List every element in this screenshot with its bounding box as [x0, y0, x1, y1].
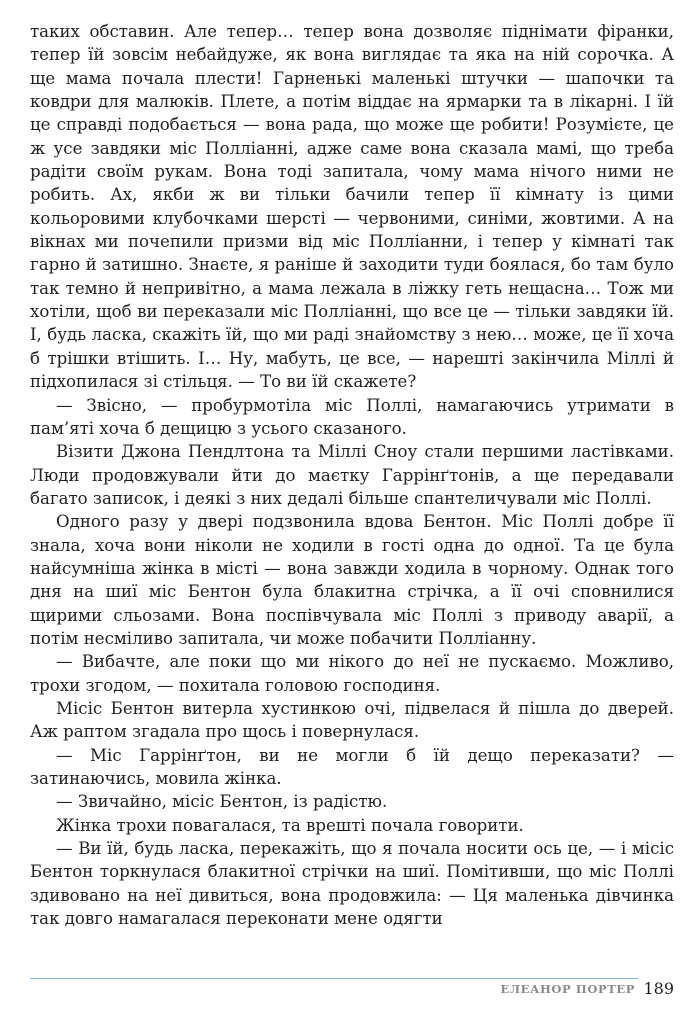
- paragraph: Одного разу у двері подзвонила вдова Бентон. Міс Поллі добре її знала, хоча вони ніколи не ходили в гості одна до одної. Та це була найсумніша жінка в місті — вона завжди ходила в чорному. Однак того дня на шиї міс Бентон була блакитна стрічка, а її очі сповнилися щирими сльозами. Вона поспівчувала міс Поллі з приводу аварії, а потім несміливо запитала, чи може побачити Полліанну.: [30, 512, 674, 648]
- footer-divider: [30, 978, 638, 979]
- footer-author: ЕЛЕАНОР ПОРТЕР: [500, 982, 635, 996]
- paragraph: таких обставин. Але тепер… тепер вона дозволяє піднімати фіранки, тепер їй зовсім небайдуже, як вона виглядає та яка на ній сорочка. А ще мама почала плести! Гарненькі маленькі штучки — шапочки та ковдри для малюків. Плете, а потім віддає на ярмарки та в лікарні. І їй це справді подобається — вона рада, що може ще робити! Розумієте, це ж усе завдяки міс Полліанні, адже саме вона сказала мамі, що треба радіти своїм рукам. Вона тоді запитала, чому мама нічого ними не робить. Ах, якби ж ви тільки бачили тепер її кімнату із цими кольоровими клубочками шерсті — червоними, синіми, жовтими. А на вікнах ми почепили призми від міс Полліанни, і тепер у кімнаті так гарно й затишно. Знаєте, я раніше й заходити туди боялася, бо там було так темно й непривітно, а мама лежала в ліжку геть нещасна… Тож ми хотіли, щоб ви переказали міс Полліанні, що все це — тільки завдяки їй. І, будь ласка, скажіть їй, що ми раді знайомству з нею… може, це її хоча б трішки втішить. І… Ну, мабуть, це все, — нарешті закінчила Міллі й підхопилася зі стільця. — То ви їй скажете?: [30, 22, 674, 392]
- paragraph: Місіс Бентон витерла хустинкою очі, підвелася й пішла до дверей. Аж раптом згадала про щось і повернулася.: [30, 698, 674, 742]
- page-number: 189: [643, 979, 674, 998]
- paragraph: Візити Джона Пендлтона та Міллі Сноу стали першими ластівками. Люди продовжували йти до маєтку Гаррінґтонів, а ще передавали багато записок, і деякі з них дедалі більше спантеличували міс Поллі.: [30, 442, 674, 508]
- paragraph: — Вибачте, але поки що ми нікого до неї не пускаємо. Можливо, трохи згодом, — похитала головою господиня.: [30, 652, 674, 695]
- body-text: [30, 20, 674, 930]
- paragraph: — Звісно, — пробурмотіла міс Поллі, намагаючись утримати в пам’яті хоча б дещицю з усього сказаного.: [30, 395, 674, 438]
- paragraph: Жінка трохи повагалася, та врешті почала говорити.: [56, 815, 524, 835]
- paragraph: — Ви їй, будь ласка, перекажіть, що я почала носити ось це, — і місіс Бентон торкнулася блакитної стрічки на шиї. Помітивши, що міс Поллі здивовано на неї дивиться, вона продовжила: — Ця маленька дівчинка так довго намагалася переконати мене одягти: [30, 839, 674, 929]
- paragraph: — Міс Гаррінґтон, ви не могли б їй дещо переказати? — затинаючись, мовила жінка.: [30, 745, 674, 788]
- paragraph: — Звичайно, місіс Бентон, із радістю.: [56, 792, 388, 812]
